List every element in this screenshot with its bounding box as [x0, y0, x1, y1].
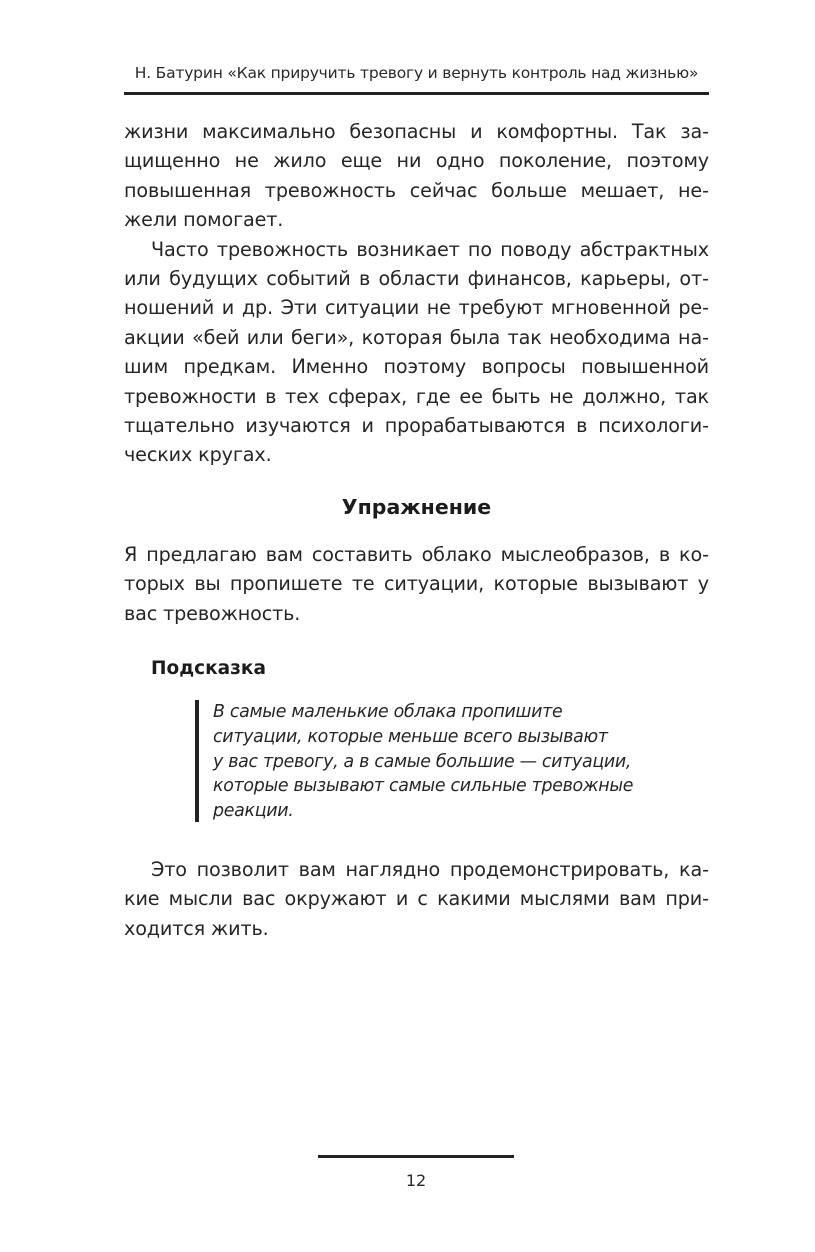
- paragraph-2: Часто тревожность возникает по поводу абстрактных или будущих событий в области финансов, карьеры, отношений и др. Эти ситуации не требуют мгновенной реакции «бей или беги», которая была так необходима нашим предкам. Именно поэтому вопросы повышенной тревожности в тех сферах, где ее быть не должно, так тщательно изучаются и прорабатываются в психологических кругах.: [124, 237, 709, 467]
- exercise-text-block: [124, 540, 709, 628]
- hint-line: которые вызывают самые сильные тревожные: [213, 776, 634, 797]
- paragraph-1: жизни максимально безопасны и комфортны. Так защищенно не жило еще ни одно поколение, поэтому повышенная тревожность сейчас больше мешает, нежели помогает.: [124, 120, 709, 232]
- exercise-paragraph: Я предлагаю вам составить облако мыслеобразов, в которых вы пропишете те ситуации, которые вызывают у вас тревожность.: [124, 543, 709, 625]
- hint-line: у вас тревогу, а в самые большие — ситуации,: [213, 751, 632, 772]
- hint-line: ситуации, которые меньше всего вызывают: [213, 726, 608, 747]
- hint-quote-block: [195, 700, 699, 822]
- page-number: 12: [405, 1171, 427, 1190]
- header-rule: [124, 92, 709, 95]
- conclusion-text-block: [124, 855, 709, 943]
- footer-rule: [318, 1155, 514, 1158]
- hint-text: [199, 700, 699, 824]
- body-text-block: [124, 117, 709, 470]
- hint-line: реакции.: [213, 801, 294, 822]
- exercise-heading: Упражнение: [341, 495, 492, 519]
- hint-line: В самые маленькие облака пропишите: [213, 702, 563, 722]
- conclusion-paragraph: Это позволит вам наглядно продемонстрировать, какие мысли вас окружают и с какими мыслями вам приходится жить.: [124, 858, 709, 940]
- hint-heading: Подсказка: [151, 658, 266, 679]
- running-head-title: Н. Батурин «Как приручить тревогу и вернуть контроль над жизнью»: [134, 64, 699, 82]
